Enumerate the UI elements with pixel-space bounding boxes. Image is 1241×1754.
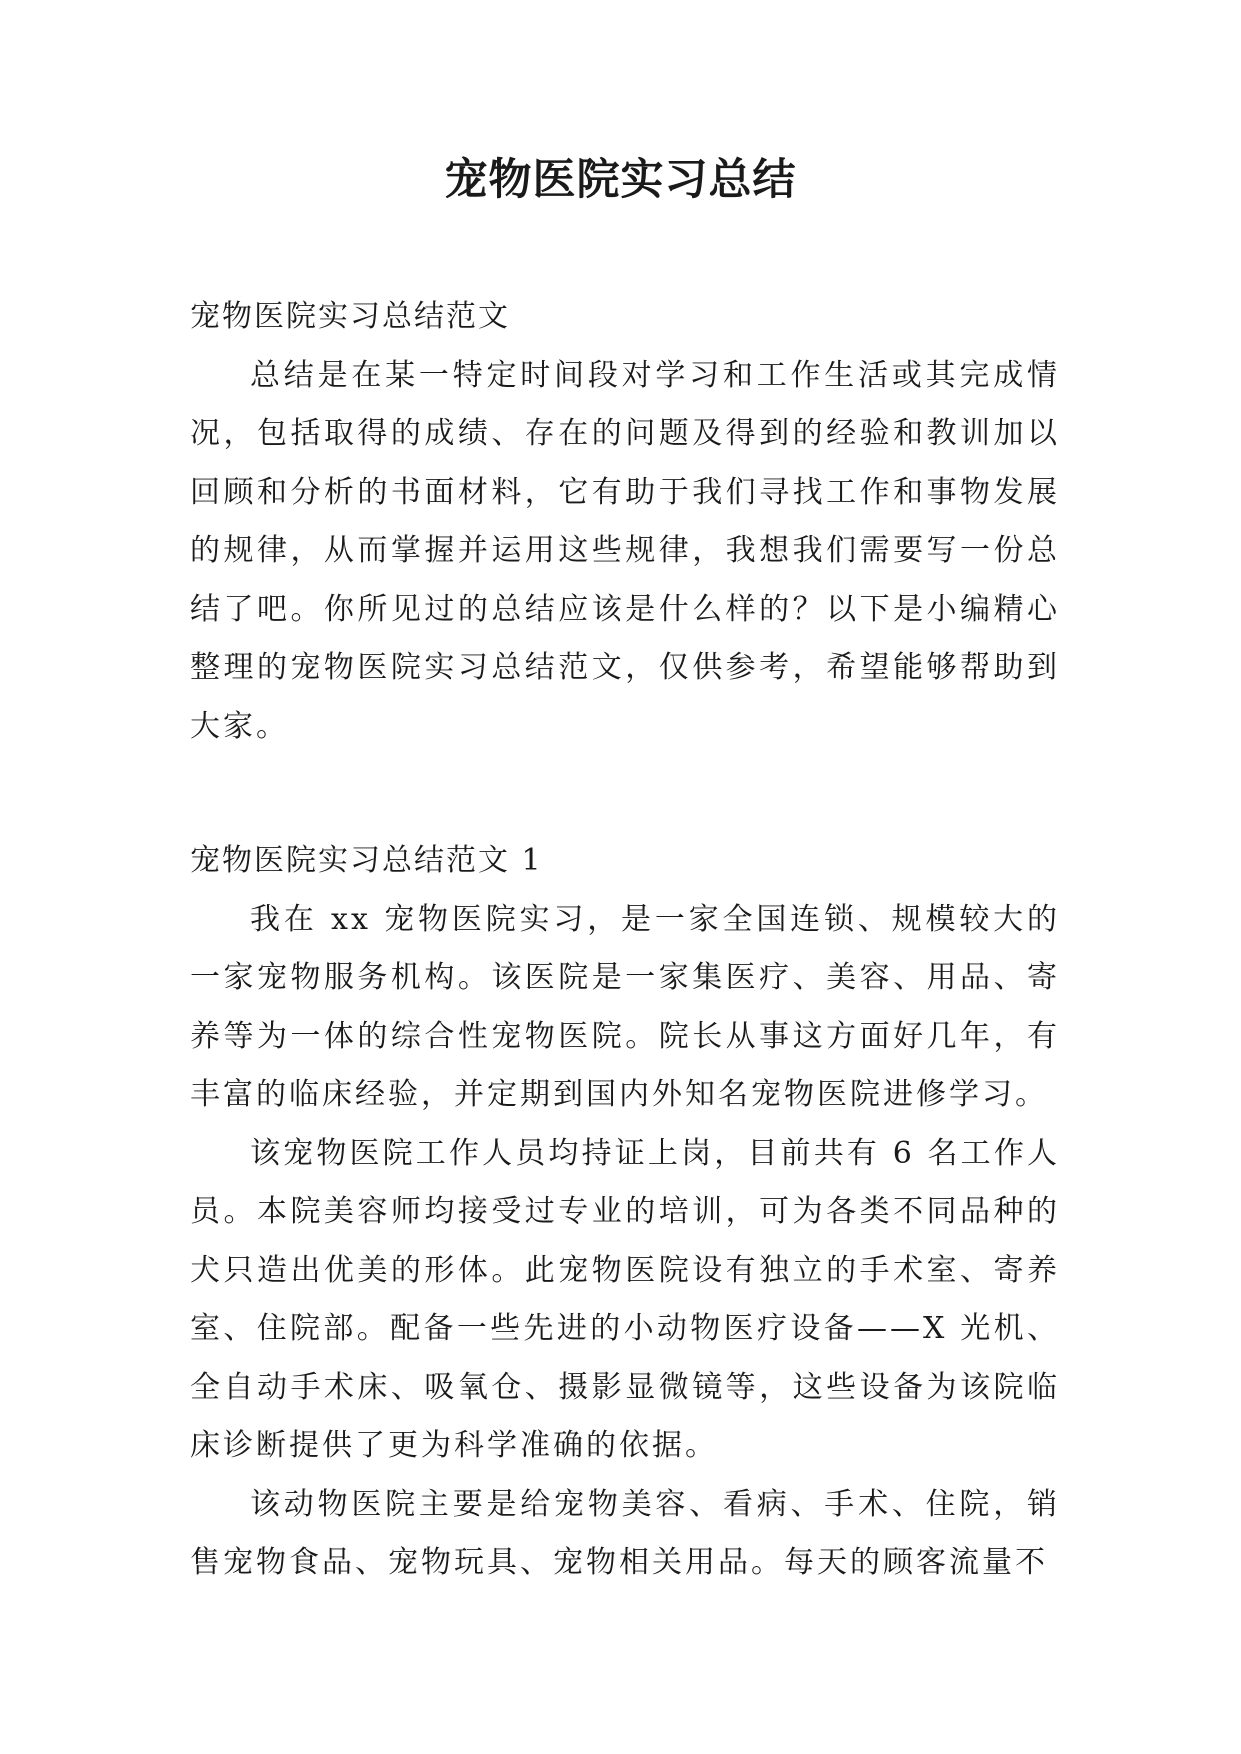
document-body [190, 288, 1060, 1593]
section-heading: 宠物医院实习总结范文 [190, 299, 510, 334]
paragraph: 该宠物医院工作人员均持证上岗，目前共有 6 名工作人员。本院美容师均接受过专业的培训，可为各类不同品种的犬只造出优美的形体。此宠物医院设有独立的手术室、寄养室、住院部。配备一些先进的小动物医疗设备——X 光机、全自动手术床、吸氧仓、摄影显微镜等，这些设备为该院临床诊断提供了更为科学准确的依据。 [190, 1135, 1060, 1463]
paragraph: 总结是在某一特定时间段对学习和工作生活或其完成情况，包括取得的成绩、存在的问题及得到的经验和教训加以回顾和分析的书面材料，它有助于我们寻找工作和事物发展的规律，从而掌握并运用这些规律，我想我们需要写一份总结了吧。你所见过的总结应该是什么样的？以下是小编精心整理的宠物医院实习总结范文，仅供参考，希望能够帮助到大家。 [190, 357, 1060, 744]
section-intro [190, 288, 1060, 756]
paragraph: 该动物医院主要是给宠物美容、看病、手术、住院，销售宠物食品、宠物玩具、宠物相关用品。每天的顾客流量不 [190, 1486, 1060, 1580]
section-example-1 [190, 832, 1060, 1593]
paragraph: 我在 xx 宠物医院实习，是一家全国连锁、规模较大的一家宠物服务机构。该医院是一家集医疗、美容、用品、寄养等为一体的综合性宠物医院。院长从事这方面好几年，有丰富的临床经验，并定期到国内外知名宠物医院进修学习。 [190, 901, 1060, 1112]
section-heading: 宠物医院实习总结范文 1 [190, 843, 543, 878]
document-title: 宠物医院实习总结 [444, 155, 797, 205]
section-spacer [190, 756, 1060, 832]
